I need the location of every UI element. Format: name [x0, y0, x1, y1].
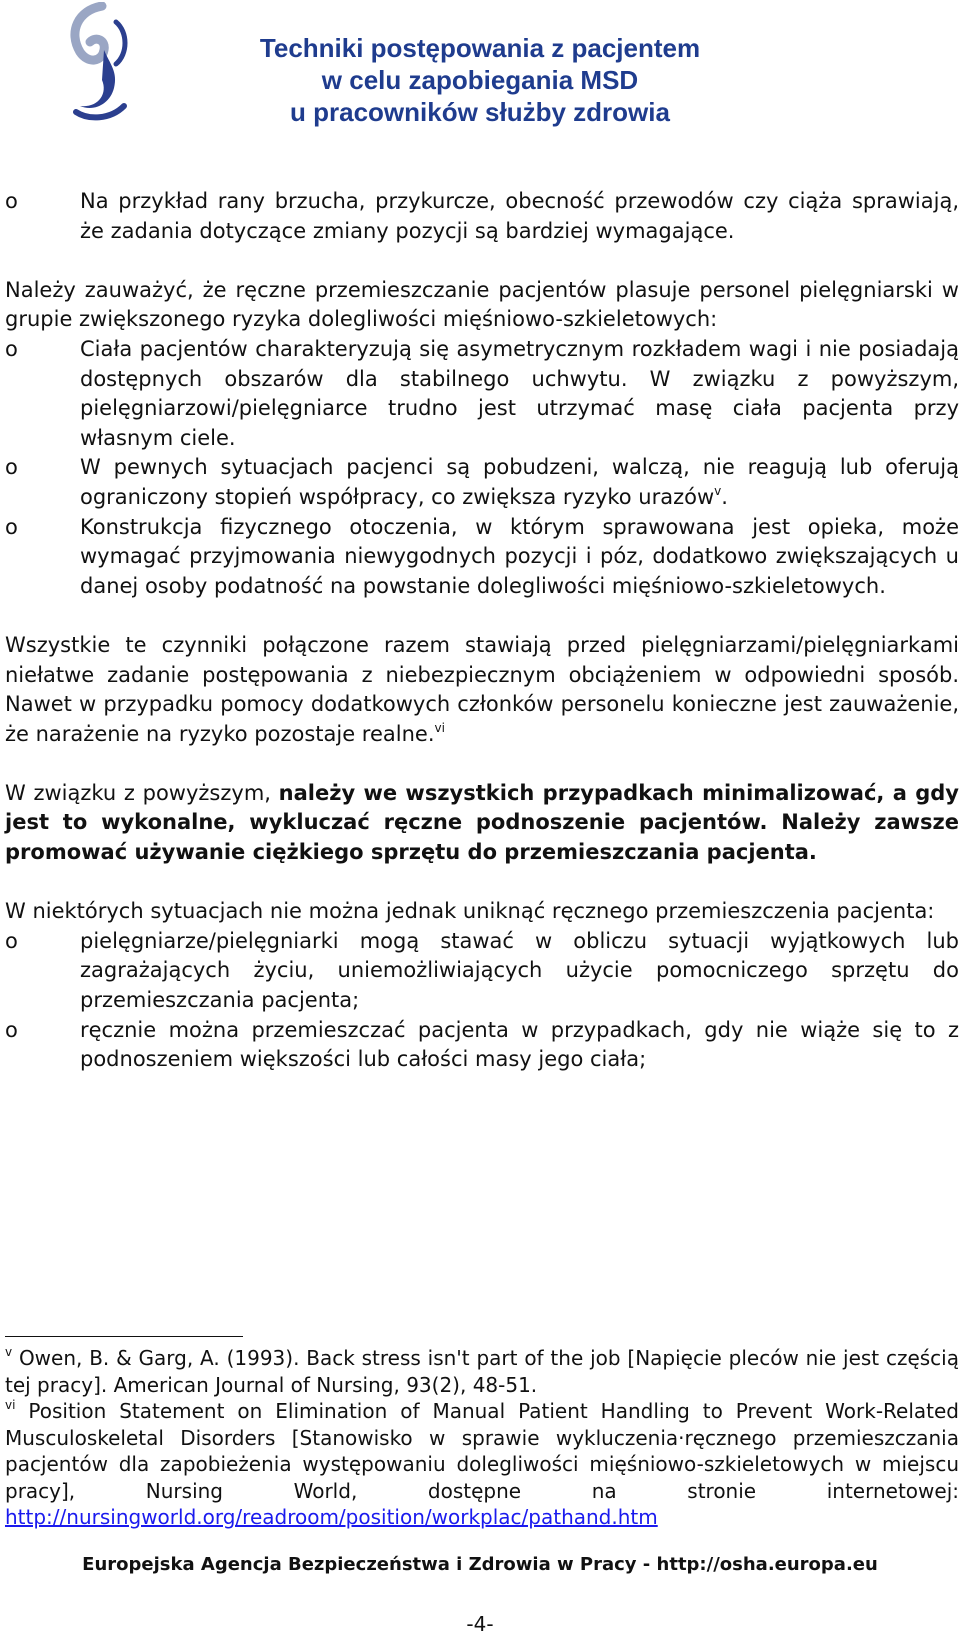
bullet-item — [5, 513, 959, 602]
paragraph: Wszystkie te czynniki połączone razem stawiają przed pielęgniarzami/pielęgniarkami niełatwe zadanie postępowania z niebezpiecznym obciążeniem w odpowiedni sposób. Nawet w przypadku pomocy dodatkowych członków personelu konieczne jest zauważenie, że narażenie na ryzyko pozostaje realne.$^{vi}$ — [5, 632, 959, 746]
footnote: $^v$ Owen, B. & Garg, A. (1993). Back stress isn't part of the job [Napięcie pleców nie jest częścią tej pracy]. American Journal of Nursing, 93(2), 48-51. — [5, 1345, 959, 1397]
bullet-item — [5, 187, 959, 246]
footnote-link[interactable]: http://nursingworld.org/readroom/position/workplac/pathand.htm — [5, 1505, 658, 1529]
header-line-3: u pracowników służby zdrowia — [290, 97, 670, 127]
bullet-text: W pewnych sytuacjach pacjenci są pobudzeni, walczą, nie reagują lub oferują ograniczony stopień współpracy, co zwiększa ryzyko urazów$^v$. — [80, 455, 959, 509]
emphasis-text: należy we wszystkich przypadkach minimalizować, a gdy jest to wykonalne, wykluczać ręczne podnoszenie pacjentów. Należy zawsze promować używanie ciężkiego sprzętu do przemieszczania pacjenta. — [5, 780, 959, 865]
bullet-marker: o — [5, 455, 18, 480]
bullet-marker: o — [5, 928, 18, 953]
footnote-ref: v — [714, 483, 722, 498]
bullet-marker: o — [5, 336, 18, 361]
footnote-ref: vi — [5, 1398, 16, 1412]
bullet-text: Na przykład rany brzucha, przykurcze, obecność przewodów czy ciąża sprawiają, że zadania dotyczące zmiany pozycji są bardziej wymagające. — [80, 189, 959, 243]
bullet-item — [5, 927, 959, 1016]
bullet-text: Konstrukcja fizycznego otoczenia, w którym sprawowana jest opieka, może wymagać przyjmowania niewygodnych pozycji i póz, dodatkowo zwiększających u danej osoby podatność na powstanie dolegliwości mięśniowo-szkieletowych. — [80, 514, 959, 598]
bullet-marker: o — [5, 1017, 18, 1042]
footnote: $^{vi}$ Position Statement on Elimination of Manual Patient Handling to Prevent Work-Related Musculoskeletal Disorders [Stanowisko w sprawie wykluczenia·ręcznego przemieszczania pacjentów dla zapobieżenia występowaniu dolegliwości mięśniowo-szkieletowych w miejscu pracy], Nursing World, dostępne na stronie internetowej: http://nursingworld.org/readroom/position/workplac/pathand.htm — [5, 1398, 959, 1529]
document-header — [170, 32, 790, 128]
footnote-ref: v — [5, 1345, 13, 1359]
header-line-1: Techniki postępowania z pacjentem — [259, 33, 701, 63]
paragraph: W związku z powyższym, należy we wszystkich przypadkach minimalizować, a gdy jest to wykonalne, wykluczać ręczne podnoszenie pacjentów. Należy zawsze promować używanie ciężkiego sprzętu do przemieszczania pacjenta. — [5, 780, 959, 865]
footer-agency: Europejska Agencja Bezpieczeństwa i Zdrowia w Pracy - http://osha.europa.eu — [82, 1554, 878, 1575]
bullet-text: Ciała pacjentów charakteryzują się asymetrycznym rozkładem wagi i nie posiadają dostępnych obszarów dla stabilnego uchwytu. W związku z powyższym, pielęgniarzowi/pielęgniarce trudno jest utrzymać masę ciała pacjenta przy własnym ciele. — [80, 336, 959, 450]
bullet-marker: o — [5, 514, 18, 539]
paragraph: W niektórych sytuacjach nie można jednak uniknąć ręcznego przemieszczenia pacjenta: — [5, 899, 935, 924]
paragraph: Należy zauważyć, że ręczne przemieszczanie pacjentów plasuje personel pielęgniarski w grupie zwiększonego ryzyka dolegliwości mięśniowo-szkieletowych: — [5, 277, 959, 332]
bullet-item — [5, 453, 959, 512]
bullet-text: ręcznie można przemieszczać pacjenta w przypadkach, gdy nie wiąże się to z podnoszeniem większości lub całości masy jego ciała; — [80, 1017, 959, 1072]
footnote-divider — [5, 1336, 243, 1337]
bullet-marker: o — [5, 189, 18, 213]
document-body — [5, 187, 959, 1075]
bullet-item — [5, 1016, 959, 1075]
footnotes — [5, 1345, 959, 1531]
agency-logo-icon — [58, 2, 142, 130]
bullet-item — [5, 335, 959, 453]
bullet-text: pielęgniarze/pielęgniarki mogą stawać w obliczu sytuacji wyjątkowych lub zagrażających życiu, uniemożliwiających użycie pomocniczego sprzętu do przemieszczania pacjenta; — [80, 928, 959, 1013]
header-line-2: w celu zapobiegania MSD — [321, 65, 639, 95]
page-number: -4- — [466, 1612, 494, 1636]
footnote-ref: vi — [434, 720, 445, 735]
